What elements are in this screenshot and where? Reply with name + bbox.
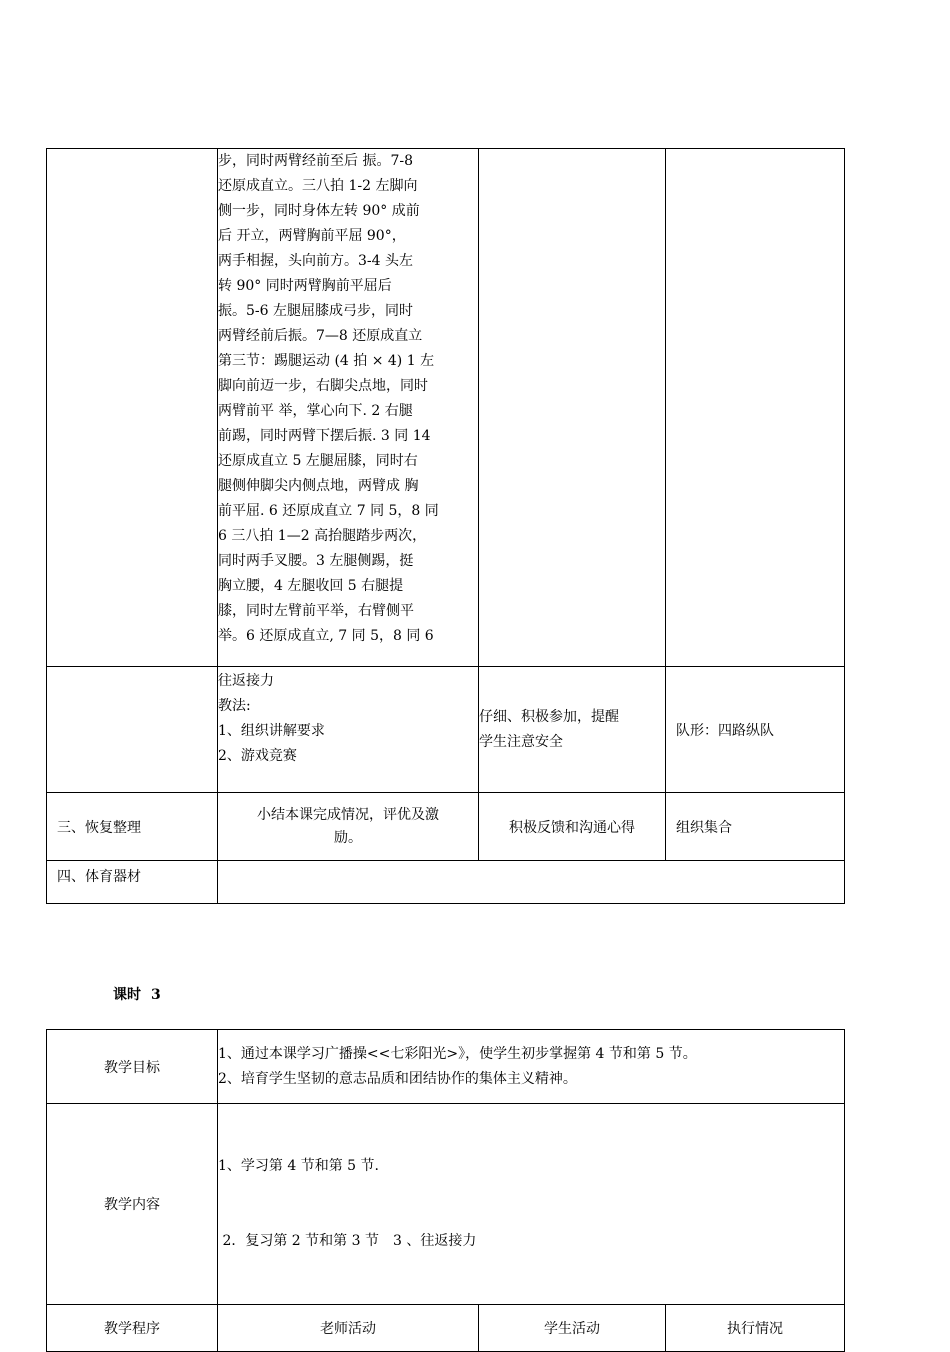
text-line: 脚向前迈一步，右脚尖点地，同时 bbox=[218, 378, 428, 394]
text-line: 2．复习第 2 节和第 3 节 3 、往返接力 bbox=[218, 1233, 477, 1249]
header-exec: 执行情况 bbox=[666, 1305, 845, 1352]
goal-content bbox=[218, 1030, 845, 1104]
text-line: 转 90° 同时两臂胸前平屈后 bbox=[218, 278, 392, 294]
header-procedure: 教学程序 bbox=[47, 1305, 218, 1352]
exec-cell-empty bbox=[666, 149, 845, 667]
section-cell-empty bbox=[47, 667, 218, 793]
text-line: 还原成直立。三八拍 1-2 左脚向 bbox=[218, 178, 418, 194]
text-line: 仔细、积极参加，提醒 bbox=[479, 708, 619, 725]
text-line: 两臂前平 举，掌心向下. 2 右腿 bbox=[218, 403, 413, 419]
text-line: 2、培育学生坚韧的意志品质和团结协作的集体主义精神。 bbox=[218, 1070, 577, 1087]
recovery-label: 三、恢复整理 bbox=[47, 793, 218, 861]
text-line: 膝，同时左臂前平举，右臂侧平 bbox=[218, 603, 414, 619]
text-line: 小结本课完成情况，评优及激 bbox=[257, 806, 439, 823]
equipment-content bbox=[218, 861, 845, 904]
text-line: 第三节：踢腿运动 (4 拍 × 4) 1 左 bbox=[218, 353, 435, 369]
text-line: 1、组织讲解要求 bbox=[218, 723, 325, 739]
text-line: 往返接力 bbox=[218, 673, 274, 689]
equipment-label: 四、体育器材 bbox=[47, 861, 218, 904]
content-cell bbox=[218, 1104, 845, 1305]
text-line: 还原成直立 5 左腿屈膝，同时右 bbox=[218, 453, 418, 469]
header-teacher: 老师活动 bbox=[218, 1305, 479, 1352]
recovery-exec-cell: 组织集合 bbox=[666, 793, 845, 861]
text-line: 腿侧伸脚尖内侧点地，两臂成 胸 bbox=[218, 478, 419, 494]
text-line: 振。5-6 左腿屈膝成弓步，同时 bbox=[218, 303, 413, 319]
text-line: 6 三八拍 1—2 高抬腿踏步两次， bbox=[218, 528, 427, 544]
text-line: 励。 bbox=[334, 829, 362, 846]
text-line: 后 开立，两臂胸前平屈 90°， bbox=[218, 228, 406, 244]
lesson-number-heading bbox=[113, 984, 161, 1004]
exercise-description-cell bbox=[218, 149, 479, 667]
text-line: 两臂经前后振。7—8 还原成直立 bbox=[218, 328, 423, 344]
lesson-label: 课时 bbox=[113, 987, 141, 1003]
text-line: 胸立腰，4 左腿收回 5 右腿提 bbox=[218, 578, 404, 594]
text-line: 侧一步，同时身体左转 90° 成前 bbox=[218, 203, 420, 219]
text-line: 同时两手叉腰。3 左腿侧踢，挺 bbox=[218, 553, 414, 569]
lesson-plan-table-3 bbox=[46, 1029, 845, 1352]
text-line: 举。6 还原成直立, 7 同 5，8 同 6 bbox=[218, 628, 434, 644]
text-line: 1、通过本课学习广播操<<七彩阳光>》，使学生初步掌握第 4 节和第 5 节。 bbox=[218, 1045, 697, 1062]
student-cell-empty bbox=[479, 149, 666, 667]
relay-student-cell bbox=[479, 667, 666, 793]
goal-label: 教学目标 bbox=[47, 1030, 218, 1104]
lesson-plan-table-continued bbox=[46, 148, 845, 904]
text-line: 学生注意安全 bbox=[479, 733, 563, 750]
header-student: 学生活动 bbox=[479, 1305, 666, 1352]
lesson-number: 3 bbox=[151, 987, 161, 1003]
text-line: 步，同时两臂经前至后 振。7-8 bbox=[218, 153, 413, 169]
text-line: 教法: bbox=[218, 698, 251, 714]
text-line: 前踢，同时两臂下摆后振. 3 同 14 bbox=[218, 428, 431, 444]
relay-teacher-cell bbox=[218, 667, 479, 793]
relay-exec-cell: 队形：四路纵队 bbox=[666, 667, 845, 793]
section-cell-empty bbox=[47, 149, 218, 667]
recovery-student-cell: 积极反馈和沟通心得 bbox=[479, 793, 666, 861]
text-line: 前平屈. 6 还原成直立 7 同 5，8 同 bbox=[218, 503, 439, 519]
recovery-teacher-cell bbox=[218, 793, 479, 861]
text-line: 2、游戏竞赛 bbox=[218, 748, 297, 764]
content-label: 教学内容 bbox=[47, 1104, 218, 1305]
text-line: 两手相握，头向前方。3-4 头左 bbox=[218, 253, 413, 269]
text-line: 1、学习第 4 节和第 5 节. bbox=[218, 1158, 379, 1174]
